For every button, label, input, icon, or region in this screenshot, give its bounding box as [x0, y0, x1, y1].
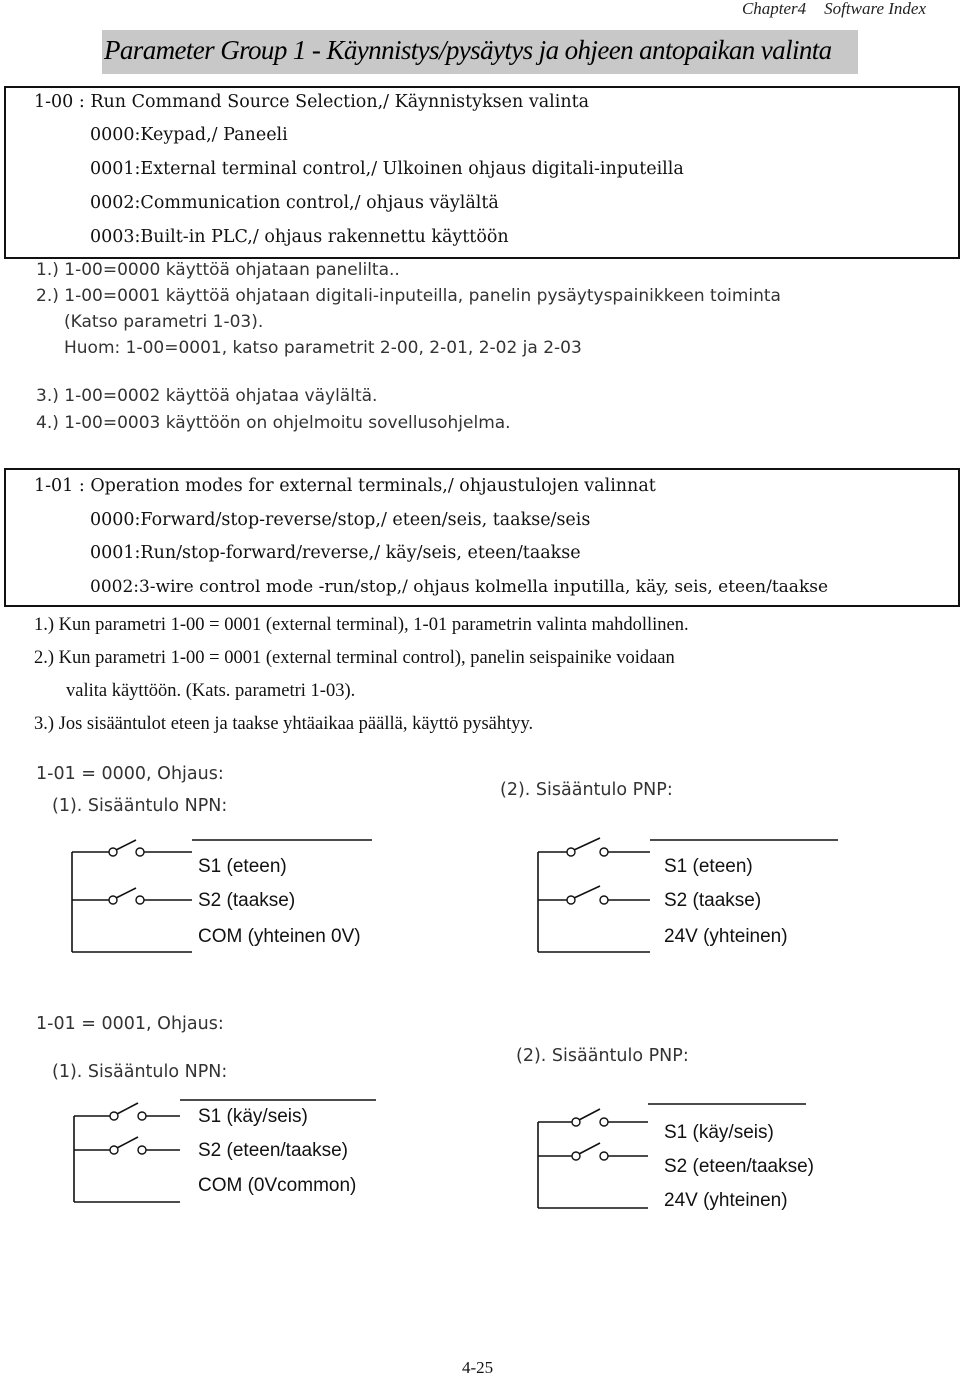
- npn-label-s1: S1 (eteen): [198, 856, 287, 877]
- npn-label-s2: S2 (eteen/taakse): [198, 1140, 348, 1161]
- pnp-label-s1: S1 (käy/seis): [664, 1122, 774, 1143]
- param-1-00-heading: 1-00 : Run Command Source Selection,/ Käynnistyksen valinta: [34, 92, 590, 112]
- page-number: 4-25: [462, 1358, 494, 1377]
- diagram-0000-heading: 1-01 = 0000, Ohjaus:: [36, 764, 224, 784]
- pnp-label-s2: S2 (eteen/taakse): [664, 1156, 814, 1177]
- diagram-0000-pnp-title: (2). Sisääntulo PNP:: [500, 780, 673, 800]
- param-1-01-option: 0001:Run/stop-forward/reverse,/ käy/seis, eteen/taakse: [90, 543, 581, 563]
- param-1-00-note: Huom: 1-00=0001, katso parametrit 2-00, 2-01, 2-02 ja 2-03: [64, 338, 582, 358]
- param-1-01-note: valita käyttöön. (Kats. parametri 1-03).: [66, 681, 356, 701]
- diagram-0001-heading: 1-01 = 0001, Ohjaus:: [36, 1014, 224, 1034]
- param-1-01-note: 1.) Kun parametri 1-00 = 0001 (external terminal), 1-01 parametrin valinta mahdollinen.: [34, 615, 689, 635]
- param-1-00-note: 2.) 1-00=0001 käyttöä ohjataan digitali-inputeilla, panelin pysäytyspainikkeen toiminta: [36, 286, 781, 306]
- param-1-00-option: 0003:Built-in PLC,/ ohjaus rakennettu käyttöön: [90, 227, 509, 247]
- param-1-01-option: 0002:3-wire control mode -run/stop,/ ohjaus kolmella inputilla, käy, seis, eteen/taakse: [90, 577, 829, 597]
- param-1-00-note: (Katso parametri 1-03).: [64, 312, 264, 332]
- page-title: Parameter Group 1 - Käynnistys/pysäytys ja ohjeen antopaikan valinta: [104, 35, 832, 65]
- npn-label-com: COM (yhteinen 0V): [198, 926, 361, 947]
- param-1-00-note: 1.) 1-00=0000 käyttöä ohjataan panelilta..: [36, 260, 400, 280]
- pnp-label-24v: 24V (yhteinen): [664, 1190, 788, 1211]
- diagram-0001-npn-title: (1). Sisääntulo NPN:: [52, 1062, 228, 1082]
- param-1-00-note: 4.) 1-00=0003 käyttöön on ohjelmoitu sovellusohjelma.: [36, 413, 511, 433]
- diagram-0000-npn-title: (1). Sisääntulo NPN:: [52, 796, 228, 816]
- param-1-01-heading: 1-01 : Operation modes for external terminals,/ ohjaustulojen valinnat: [34, 476, 656, 496]
- pnp-label-s2: S2 (taakse): [664, 890, 762, 911]
- pnp-label-s1: S1 (eteen): [664, 856, 753, 877]
- param-1-01-note: 3.) Jos sisääntulot eteen ja taakse yhtäaikaa päällä, käyttö pysähtyy.: [34, 714, 534, 734]
- npn-label-s2: S2 (taakse): [198, 890, 296, 911]
- npn-label-s1: S1 (käy/seis): [198, 1106, 308, 1127]
- param-1-00-option: 0002:Communication control,/ ohjaus väylältä: [90, 193, 499, 213]
- npn-label-com: COM (0Vcommon): [198, 1175, 357, 1196]
- param-1-00-option: 0001:External terminal control,/ Ulkoinen ohjaus digitali-inputeilla: [90, 159, 684, 179]
- param-1-01-option: 0000:Forward/stop-reverse/stop,/ eteen/seis, taakse/seis: [90, 510, 591, 530]
- section-label: Software Index: [824, 0, 926, 18]
- pnp-label-24v: 24V (yhteinen): [664, 926, 788, 947]
- param-1-01-note: 2.) Kun parametri 1-00 = 0001 (external terminal control), panelin seispainike voidaan: [34, 648, 675, 668]
- chapter-label: Chapter4: [741, 0, 807, 18]
- chapter-header: [742, 0, 926, 19]
- param-1-00-option: 0000:Keypad,/ Paneeli: [90, 125, 288, 145]
- diagram-0001-pnp-title: (2). Sisääntulo PNP:: [516, 1046, 689, 1066]
- param-1-00-note: 3.) 1-00=0002 käyttöä ohjataa väylältä.: [36, 386, 378, 406]
